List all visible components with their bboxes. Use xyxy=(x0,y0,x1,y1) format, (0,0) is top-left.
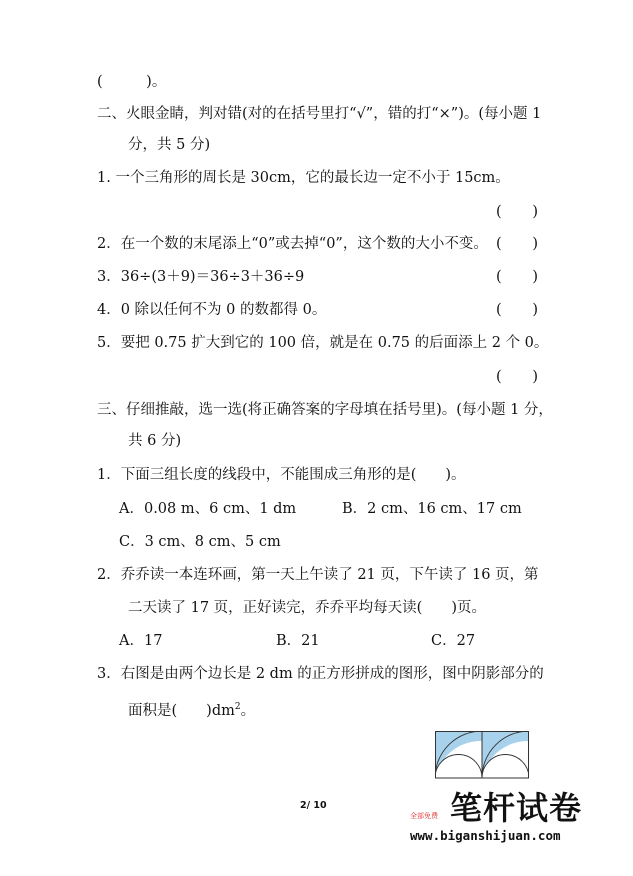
paren-open: ( xyxy=(496,302,502,318)
s3-q3-stem-cont xyxy=(128,697,255,721)
watermark-logo xyxy=(410,790,585,848)
s3-q1-option-b: B．2 cm、16 cm、17 cm xyxy=(342,501,522,517)
s3-q3-superscript: 2 xyxy=(234,702,241,712)
paren-close: ) xyxy=(532,204,538,220)
paren-open: ( xyxy=(496,269,502,285)
s2-item-1: 1. 一个三角形的周长是 30cm，它的最长边一定不小于 15cm。 xyxy=(97,170,510,186)
s3-q3-stem-end: 。 xyxy=(240,702,256,719)
prev-answer-blank: ( )。 xyxy=(97,74,167,90)
s2-item-4: 4．0 除以任何不为 0 的数都得 0。 xyxy=(97,302,327,318)
section2-title: 二、火眼金睛，判对错(对的在括号里打“√”，错的打“×”)。(每小题 1 xyxy=(97,106,542,122)
s3-q2-stem: 2．乔乔读一本连环画，第一天上午读了 21 页，下午读了 16 页，第 xyxy=(97,567,539,583)
s3-q2-stem-cont: 二天读了 17 页，正好读完，乔乔平均每天读( )页。 xyxy=(128,600,486,616)
s3-q1-option-c: C．3 cm、8 cm、5 cm xyxy=(119,534,281,550)
paren-close: ) xyxy=(532,302,538,318)
paren-close: ) xyxy=(532,236,538,252)
two-squares-shaded-figure xyxy=(435,731,529,779)
s2-item-3: 3．36÷(3＋9)＝36÷3＋36÷9 xyxy=(97,269,305,285)
s3-q2-option-c: C．27 xyxy=(431,633,476,649)
paren-open: ( xyxy=(496,204,502,220)
watermark-url: www.biganshijuan.com xyxy=(410,828,561,843)
page-number: 2/ 10 xyxy=(300,800,327,811)
s2-item-2: 2．在一个数的末尾添上“0”或去掉“0”，这个数的大小不变。 xyxy=(97,236,488,252)
section2-title-cont: 分，共 5 分) xyxy=(128,137,211,153)
s3-q2-option-a: A．17 xyxy=(119,633,163,649)
paren-open: ( xyxy=(496,236,502,252)
s3-q2-option-b: B．21 xyxy=(276,633,320,649)
watermark-title: 笔杆试卷 xyxy=(450,789,583,827)
s2-item-5: 5．要把 0.75 扩大到它的 100 倍，就是在 0.75 的后面添上 2 个 0。 xyxy=(97,335,549,351)
section3-title: 三、仔细推敲，选一选(将正确答案的字母填在括号里)。(每小题 1 分， xyxy=(97,402,553,418)
s3-q3-stem-text: 面积是( )dm xyxy=(128,702,235,719)
s3-q1-option-a: A．0.08 m、6 cm、1 dm xyxy=(119,501,297,517)
s3-q3-stem: 3．右图是由两个边长是 2 dm 的正方形拼成的图形，图中阴影部分的 xyxy=(97,666,544,682)
watermark-free-label: 全部免费 xyxy=(410,812,438,820)
paren-close: ) xyxy=(532,369,538,385)
section3-title-cont: 共 6 分) xyxy=(128,433,182,449)
paren-open: ( xyxy=(496,369,502,385)
s3-q1-stem: 1．下面三组长度的线段中，不能围成三角形的是( )。 xyxy=(97,467,466,483)
paren-close: ) xyxy=(532,269,538,285)
